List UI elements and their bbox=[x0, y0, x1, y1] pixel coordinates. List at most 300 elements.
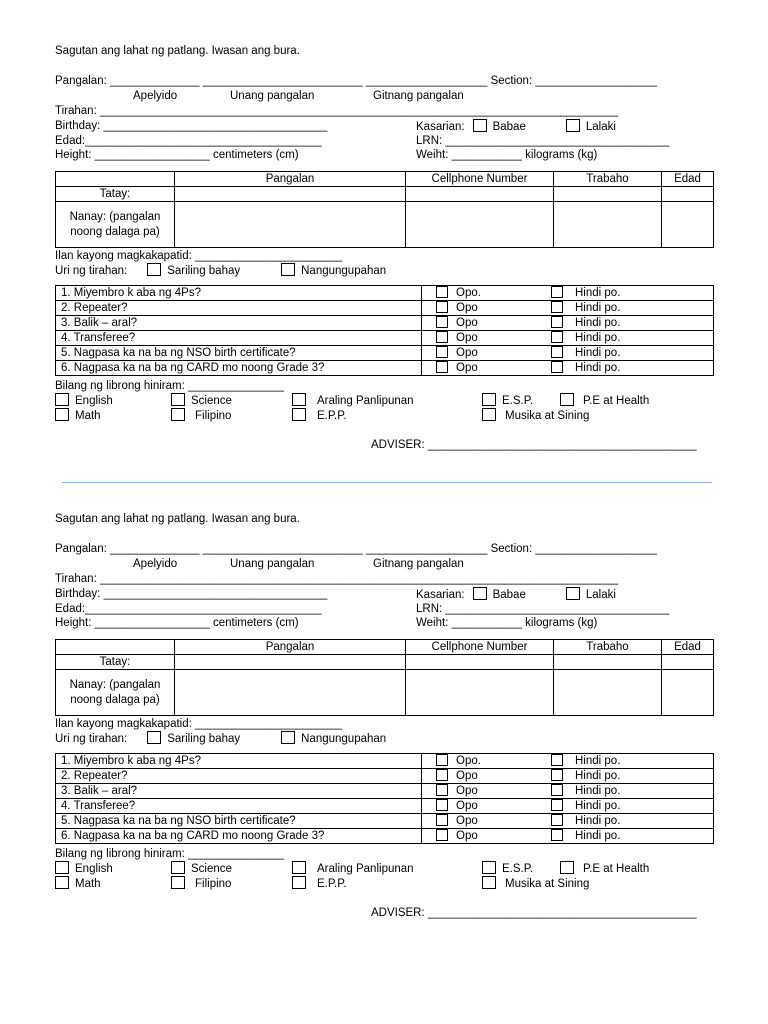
adviser-label: ADVISER: bbox=[371, 439, 425, 451]
surname-blank[interactable]: ______________ bbox=[110, 543, 200, 555]
subject-filipino[interactable] bbox=[171, 408, 231, 423]
father-phone-cell[interactable] bbox=[406, 187, 554, 202]
question-text: 2. Repeater? bbox=[56, 769, 422, 784]
no-checkbox[interactable] bbox=[551, 814, 563, 826]
no-label: Hindi po. bbox=[575, 755, 621, 767]
name-label: Pangalan: bbox=[55, 75, 107, 87]
yes-label: Opo bbox=[456, 770, 478, 782]
weight-label: Weiht: bbox=[416, 617, 449, 629]
section-blank[interactable]: ___________________ bbox=[535, 543, 657, 555]
mother-row bbox=[56, 202, 714, 248]
lrn-blank[interactable]: ___________________________________ bbox=[445, 603, 670, 615]
weight-blank[interactable]: ___________ bbox=[451, 149, 522, 161]
own-house-option: Sariling bahay bbox=[167, 265, 241, 277]
science-label: Science bbox=[191, 863, 232, 875]
height-label: Height: bbox=[55, 149, 92, 161]
yes-option[interactable] bbox=[436, 754, 551, 768]
esp-label: E.S.P. bbox=[502, 863, 534, 875]
father-name-cell[interactable] bbox=[175, 187, 406, 202]
subject-epp[interactable] bbox=[292, 408, 347, 423]
yes-checkbox[interactable] bbox=[436, 346, 448, 358]
firstname-sublabel: Unang pangalan bbox=[230, 90, 315, 102]
guardian-header-row bbox=[56, 172, 714, 187]
residence-label: Uri ng tirahan: bbox=[55, 733, 128, 745]
no-option[interactable] bbox=[551, 785, 620, 797]
mother-phone-cell[interactable] bbox=[406, 670, 554, 716]
musika-sining-label: Musika at Sining bbox=[505, 410, 590, 422]
address-blank[interactable]: _________________________________________________________________________________ bbox=[99, 573, 619, 585]
yes-checkbox[interactable] bbox=[436, 754, 448, 766]
height-blank[interactable]: __________________ bbox=[94, 617, 210, 629]
answer-cell bbox=[422, 769, 714, 784]
renting-checkbox[interactable] bbox=[281, 731, 295, 744]
question-row bbox=[56, 331, 714, 346]
questions-table bbox=[55, 285, 714, 376]
no-option[interactable] bbox=[551, 302, 620, 314]
filipino-label: Filipino bbox=[195, 878, 232, 890]
siblings-row bbox=[55, 249, 342, 263]
mother-row bbox=[56, 670, 714, 716]
araling-panlipunan-label: Araling Panlipunan bbox=[317, 863, 414, 875]
question-row bbox=[56, 814, 714, 829]
residence-row bbox=[55, 731, 386, 746]
student-form bbox=[0, 468, 768, 936]
female-checkbox[interactable] bbox=[473, 119, 487, 132]
subject-science[interactable] bbox=[171, 393, 232, 408]
subject-english[interactable] bbox=[55, 861, 113, 876]
yes-checkbox[interactable] bbox=[436, 814, 448, 826]
science-checkbox[interactable] bbox=[171, 393, 185, 406]
books-label: Bilang ng librong hiniram: bbox=[55, 848, 185, 860]
no-option[interactable] bbox=[551, 362, 620, 374]
birthday-row bbox=[55, 119, 327, 133]
instruction-text: Sagutan ang lahat ng patlang. Iwasan ang bura. bbox=[55, 513, 300, 525]
english-label: English bbox=[75, 863, 113, 875]
question-row bbox=[56, 829, 714, 844]
renting-checkbox[interactable] bbox=[281, 263, 295, 276]
no-label: Hindi po. bbox=[575, 815, 621, 827]
yes-label: Opo bbox=[456, 317, 478, 329]
section-blank[interactable]: ___________________ bbox=[535, 75, 657, 87]
father-label: Tatay: bbox=[56, 187, 175, 202]
math-checkbox[interactable] bbox=[55, 876, 69, 889]
yes-label: Opo bbox=[456, 815, 478, 827]
no-checkbox[interactable] bbox=[551, 316, 563, 328]
english-label: English bbox=[75, 395, 113, 407]
subject-english[interactable] bbox=[55, 393, 113, 408]
epp-checkbox[interactable] bbox=[292, 876, 306, 889]
yes-option[interactable] bbox=[436, 286, 551, 300]
firstname-blank[interactable]: _________________________ bbox=[202, 543, 363, 555]
surname-sublabel: Apelyido bbox=[133, 558, 178, 570]
pe-health-label: P.E at Health bbox=[583, 863, 650, 875]
subject-epp[interactable] bbox=[292, 876, 347, 891]
yes-checkbox[interactable] bbox=[436, 316, 448, 328]
no-option[interactable] bbox=[551, 347, 620, 359]
question-text: 3. Balik – aral? bbox=[56, 784, 422, 799]
birthday-blank[interactable]: ___________________________________ bbox=[103, 588, 328, 600]
age-row bbox=[55, 134, 322, 148]
no-option[interactable] bbox=[551, 800, 620, 812]
yes-label: Opo. bbox=[456, 755, 481, 767]
height-row bbox=[55, 148, 299, 162]
pe-health-checkbox[interactable] bbox=[560, 861, 574, 874]
surname-blank[interactable]: ______________ bbox=[110, 75, 200, 87]
question-row bbox=[56, 769, 714, 784]
yes-checkbox[interactable] bbox=[436, 361, 448, 373]
no-checkbox[interactable] bbox=[551, 769, 563, 781]
no-option[interactable] bbox=[551, 830, 620, 842]
middlename-sublabel: Gitnang pangalan bbox=[373, 558, 464, 570]
header-age: Edad bbox=[662, 640, 714, 655]
question-row bbox=[56, 316, 714, 331]
yes-checkbox[interactable] bbox=[436, 784, 448, 796]
subject-esp[interactable] bbox=[482, 393, 533, 408]
subject-musika-sining[interactable] bbox=[482, 876, 589, 891]
books-row bbox=[55, 379, 284, 393]
height-row bbox=[55, 616, 299, 630]
no-label: Hindi po. bbox=[575, 362, 621, 374]
father-row bbox=[56, 187, 714, 202]
adviser-row bbox=[371, 906, 697, 920]
books-blank[interactable]: _______________ bbox=[187, 380, 284, 392]
question-text: 2. Repeater? bbox=[56, 301, 422, 316]
no-checkbox[interactable] bbox=[551, 784, 563, 796]
yes-option[interactable] bbox=[436, 799, 551, 813]
questions-table bbox=[55, 753, 714, 844]
lrn-row bbox=[416, 134, 669, 148]
mother-age-cell[interactable] bbox=[662, 202, 714, 248]
musika-sining-checkbox[interactable] bbox=[482, 876, 496, 889]
questions-body bbox=[56, 286, 714, 376]
weight-blank[interactable]: ___________ bbox=[451, 617, 522, 629]
yes-checkbox[interactable] bbox=[436, 769, 448, 781]
header-job: Trabaho bbox=[554, 172, 662, 187]
name-row bbox=[55, 542, 657, 556]
own-house-checkbox[interactable] bbox=[147, 731, 161, 744]
surname-sublabel: Apelyido bbox=[133, 90, 178, 102]
mother-name-cell[interactable] bbox=[175, 670, 406, 716]
mother-label: Nanay: (pangalan noong dalaga pa) bbox=[56, 670, 175, 716]
question-text: 4. Transferee? bbox=[56, 331, 422, 346]
age-label: Edad: bbox=[55, 603, 86, 615]
height-unit: centimeters (cm) bbox=[212, 617, 299, 629]
no-checkbox[interactable] bbox=[551, 361, 563, 373]
question-text: 6. Nagpasa ka na ba ng CARD mo noong Grade 3? bbox=[56, 829, 422, 844]
age-blank[interactable]: _____________________________________ bbox=[85, 603, 322, 615]
yes-checkbox[interactable] bbox=[436, 301, 448, 313]
male-checkbox[interactable] bbox=[566, 119, 580, 132]
pe-health-checkbox[interactable] bbox=[560, 393, 574, 406]
subject-araling-panlipunan[interactable] bbox=[292, 861, 414, 876]
header-name: Pangalan bbox=[175, 640, 406, 655]
father-phone-cell[interactable] bbox=[406, 655, 554, 670]
siblings-row bbox=[55, 717, 342, 731]
mother-job-cell[interactable] bbox=[554, 202, 662, 248]
mother-phone-cell[interactable] bbox=[406, 202, 554, 248]
no-label: Hindi po. bbox=[575, 800, 621, 812]
answer-cell bbox=[422, 331, 714, 346]
yes-label: Opo bbox=[456, 332, 478, 344]
esp-checkbox[interactable] bbox=[482, 861, 496, 874]
questions-body bbox=[56, 754, 714, 844]
weight-row bbox=[416, 148, 597, 162]
section-divider bbox=[62, 482, 712, 483]
english-checkbox[interactable] bbox=[55, 393, 69, 406]
no-option[interactable] bbox=[551, 287, 620, 299]
no-label: Hindi po. bbox=[575, 332, 621, 344]
yes-label: Opo bbox=[456, 785, 478, 797]
renting-option: Nangungupahan bbox=[301, 733, 387, 745]
female-option: Babae bbox=[492, 121, 526, 133]
question-text: 5. Nagpasa ka na ba ng NSO birth certificate? bbox=[56, 814, 422, 829]
subject-araling-panlipunan[interactable] bbox=[292, 393, 414, 408]
answer-cell bbox=[422, 754, 714, 769]
height-label: Height: bbox=[55, 617, 92, 629]
epp-label: E.P.P. bbox=[317, 410, 347, 422]
answer-cell bbox=[422, 316, 714, 331]
instruction-text: Sagutan ang lahat ng patlang. Iwasan ang bura. bbox=[55, 45, 300, 57]
header-job: Trabaho bbox=[554, 640, 662, 655]
address-blank[interactable]: _________________________________________________________________________________ bbox=[99, 105, 619, 117]
lrn-row bbox=[416, 602, 669, 616]
yes-label: Opo. bbox=[456, 287, 481, 299]
question-text: 6. Nagpasa ka na ba ng CARD mo noong Grade 3? bbox=[56, 361, 422, 376]
question-row bbox=[56, 301, 714, 316]
name-label: Pangalan: bbox=[55, 543, 107, 555]
filipino-checkbox[interactable] bbox=[171, 408, 185, 421]
english-checkbox[interactable] bbox=[55, 861, 69, 874]
middlename-blank[interactable]: ___________________ bbox=[365, 75, 488, 87]
lrn-label: LRN: bbox=[416, 135, 443, 147]
guardian-table bbox=[55, 639, 714, 716]
header-cellphone: Cellphone Number bbox=[406, 172, 554, 187]
birthday-label: Birthday: bbox=[55, 588, 101, 600]
no-checkbox[interactable] bbox=[551, 754, 563, 766]
science-label: Science bbox=[191, 395, 232, 407]
lrn-label: LRN: bbox=[416, 603, 443, 615]
question-row bbox=[56, 799, 714, 814]
own-house-checkbox[interactable] bbox=[147, 263, 161, 276]
no-checkbox[interactable] bbox=[551, 301, 563, 313]
male-option: Lalaki bbox=[585, 121, 616, 133]
question-row bbox=[56, 346, 714, 361]
math-checkbox[interactable] bbox=[55, 408, 69, 421]
female-checkbox[interactable] bbox=[473, 587, 487, 600]
renting-option: Nangungupahan bbox=[301, 265, 387, 277]
sex-row bbox=[416, 587, 616, 602]
birthday-row bbox=[55, 587, 327, 601]
no-label: Hindi po. bbox=[575, 830, 621, 842]
header-blank bbox=[56, 640, 175, 655]
books-label: Bilang ng librong hiniram: bbox=[55, 380, 185, 392]
no-checkbox[interactable] bbox=[551, 286, 563, 298]
mother-label: Nanay: (pangalan noong dalaga pa) bbox=[56, 202, 175, 248]
yes-option[interactable] bbox=[436, 814, 551, 828]
no-label: Hindi po. bbox=[575, 317, 621, 329]
no-option[interactable] bbox=[551, 770, 620, 782]
birthday-label: Birthday: bbox=[55, 120, 101, 132]
books-row bbox=[55, 847, 284, 861]
subject-musika-sining[interactable] bbox=[482, 408, 589, 423]
yes-option[interactable] bbox=[436, 361, 551, 375]
mother-job-cell[interactable] bbox=[554, 670, 662, 716]
araling-panlipunan-checkbox[interactable] bbox=[292, 861, 306, 874]
father-age-cell[interactable] bbox=[662, 187, 714, 202]
araling-panlipunan-label: Araling Panlipunan bbox=[317, 395, 414, 407]
question-text: 1. Miyembro k aba ng 4Ps? bbox=[56, 754, 422, 769]
section-label: Section: bbox=[490, 75, 533, 87]
question-text: 5. Nagpasa ka na ba ng NSO birth certificate? bbox=[56, 346, 422, 361]
answer-cell bbox=[422, 286, 714, 301]
question-row bbox=[56, 286, 714, 301]
sex-label: Kasarian: bbox=[416, 121, 465, 133]
sex-row bbox=[416, 119, 616, 134]
middlename-blank[interactable]: ___________________ bbox=[365, 543, 488, 555]
lrn-blank[interactable]: ___________________________________ bbox=[445, 135, 670, 147]
no-label: Hindi po. bbox=[575, 302, 621, 314]
subject-math[interactable] bbox=[55, 876, 101, 891]
birthday-blank[interactable]: ___________________________________ bbox=[103, 120, 328, 132]
adviser-blank[interactable]: __________________________________________ bbox=[427, 907, 697, 919]
math-label: Math bbox=[75, 410, 101, 422]
answer-cell bbox=[422, 784, 714, 799]
name-row bbox=[55, 74, 657, 88]
yes-checkbox[interactable] bbox=[436, 331, 448, 343]
answer-cell bbox=[422, 829, 714, 844]
no-option[interactable] bbox=[551, 755, 620, 767]
middlename-sublabel: Gitnang pangalan bbox=[373, 90, 464, 102]
subject-science[interactable] bbox=[171, 861, 232, 876]
no-checkbox[interactable] bbox=[551, 346, 563, 358]
residence-row bbox=[55, 263, 386, 278]
subject-pe-health[interactable] bbox=[560, 861, 649, 876]
yes-option[interactable] bbox=[436, 301, 551, 315]
yes-label: Opo bbox=[456, 362, 478, 374]
female-option: Babae bbox=[492, 589, 526, 601]
yes-option[interactable] bbox=[436, 769, 551, 783]
address-label: Tirahan: bbox=[55, 105, 97, 117]
male-option: Lalaki bbox=[585, 589, 616, 601]
araling-panlipunan-checkbox[interactable] bbox=[292, 393, 306, 406]
header-age: Edad bbox=[662, 172, 714, 187]
father-name-cell[interactable] bbox=[175, 655, 406, 670]
sex-label: Kasarian: bbox=[416, 589, 465, 601]
firstname-blank[interactable]: _________________________ bbox=[202, 75, 363, 87]
question-row bbox=[56, 754, 714, 769]
yes-label: Opo bbox=[456, 302, 478, 314]
no-checkbox[interactable] bbox=[551, 799, 563, 811]
siblings-blank[interactable]: _______________________ bbox=[195, 250, 343, 262]
siblings-blank[interactable]: _______________________ bbox=[195, 718, 343, 730]
weight-unit: kilograms (kg) bbox=[525, 149, 598, 161]
age-row bbox=[55, 602, 322, 616]
siblings-label: Ilan kayong magkakapatid: bbox=[55, 250, 192, 262]
answer-cell bbox=[422, 814, 714, 829]
weight-unit: kilograms (kg) bbox=[525, 617, 598, 629]
yes-label: Opo bbox=[456, 830, 478, 842]
father-row bbox=[56, 655, 714, 670]
mother-name-cell[interactable] bbox=[175, 202, 406, 248]
guardian-table bbox=[55, 171, 714, 248]
answer-cell bbox=[422, 301, 714, 316]
question-row bbox=[56, 361, 714, 376]
yes-option[interactable] bbox=[436, 331, 551, 345]
adviser-label: ADVISER: bbox=[371, 907, 425, 919]
filipino-label: Filipino bbox=[195, 410, 232, 422]
mother-age-cell[interactable] bbox=[662, 670, 714, 716]
epp-label: E.P.P. bbox=[317, 878, 347, 890]
age-blank[interactable]: _____________________________________ bbox=[85, 135, 322, 147]
yes-option[interactable] bbox=[436, 829, 551, 843]
subject-filipino[interactable] bbox=[171, 876, 231, 891]
question-text: 3. Balik – aral? bbox=[56, 316, 422, 331]
question-row bbox=[56, 784, 714, 799]
father-age-cell[interactable] bbox=[662, 655, 714, 670]
height-unit: centimeters (cm) bbox=[212, 149, 299, 161]
male-checkbox[interactable] bbox=[566, 587, 580, 600]
yes-checkbox[interactable] bbox=[436, 286, 448, 298]
books-blank[interactable]: _______________ bbox=[187, 848, 284, 860]
answer-cell bbox=[422, 799, 714, 814]
filipino-checkbox[interactable] bbox=[171, 876, 185, 889]
header-cellphone: Cellphone Number bbox=[406, 640, 554, 655]
musika-sining-checkbox[interactable] bbox=[482, 408, 496, 421]
no-checkbox[interactable] bbox=[551, 829, 563, 841]
no-label: Hindi po. bbox=[575, 785, 621, 797]
science-checkbox[interactable] bbox=[171, 861, 185, 874]
yes-label: Opo bbox=[456, 347, 478, 359]
siblings-label: Ilan kayong magkakapatid: bbox=[55, 718, 192, 730]
yes-checkbox[interactable] bbox=[436, 829, 448, 841]
answer-cell bbox=[422, 361, 714, 376]
father-job-cell[interactable] bbox=[554, 187, 662, 202]
epp-checkbox[interactable] bbox=[292, 408, 306, 421]
yes-checkbox[interactable] bbox=[436, 799, 448, 811]
header-blank bbox=[56, 172, 175, 187]
height-blank[interactable]: __________________ bbox=[94, 149, 210, 161]
address-row bbox=[55, 104, 618, 118]
weight-label: Weiht: bbox=[416, 149, 449, 161]
adviser-blank[interactable]: __________________________________________ bbox=[427, 439, 697, 451]
adviser-row bbox=[371, 438, 697, 452]
header-name: Pangalan bbox=[175, 172, 406, 187]
yes-option[interactable] bbox=[436, 784, 551, 798]
no-label: Hindi po. bbox=[575, 770, 621, 782]
math-label: Math bbox=[75, 878, 101, 890]
subject-pe-health[interactable] bbox=[560, 393, 649, 408]
father-label: Tatay: bbox=[56, 655, 175, 670]
address-row bbox=[55, 572, 618, 586]
no-checkbox[interactable] bbox=[551, 331, 563, 343]
no-label: Hindi po. bbox=[575, 347, 621, 359]
subject-math[interactable] bbox=[55, 408, 101, 423]
subject-esp[interactable] bbox=[482, 861, 533, 876]
weight-row bbox=[416, 616, 597, 630]
firstname-sublabel: Unang pangalan bbox=[230, 558, 315, 570]
no-option[interactable] bbox=[551, 317, 620, 329]
yes-option[interactable] bbox=[436, 316, 551, 330]
esp-checkbox[interactable] bbox=[482, 393, 496, 406]
address-label: Tirahan: bbox=[55, 573, 97, 585]
question-text: 1. Miyembro k aba ng 4Ps? bbox=[56, 286, 422, 301]
no-option[interactable] bbox=[551, 332, 620, 344]
yes-option[interactable] bbox=[436, 346, 551, 360]
father-job-cell[interactable] bbox=[554, 655, 662, 670]
no-option[interactable] bbox=[551, 815, 620, 827]
esp-label: E.S.P. bbox=[502, 395, 534, 407]
answer-cell bbox=[422, 346, 714, 361]
